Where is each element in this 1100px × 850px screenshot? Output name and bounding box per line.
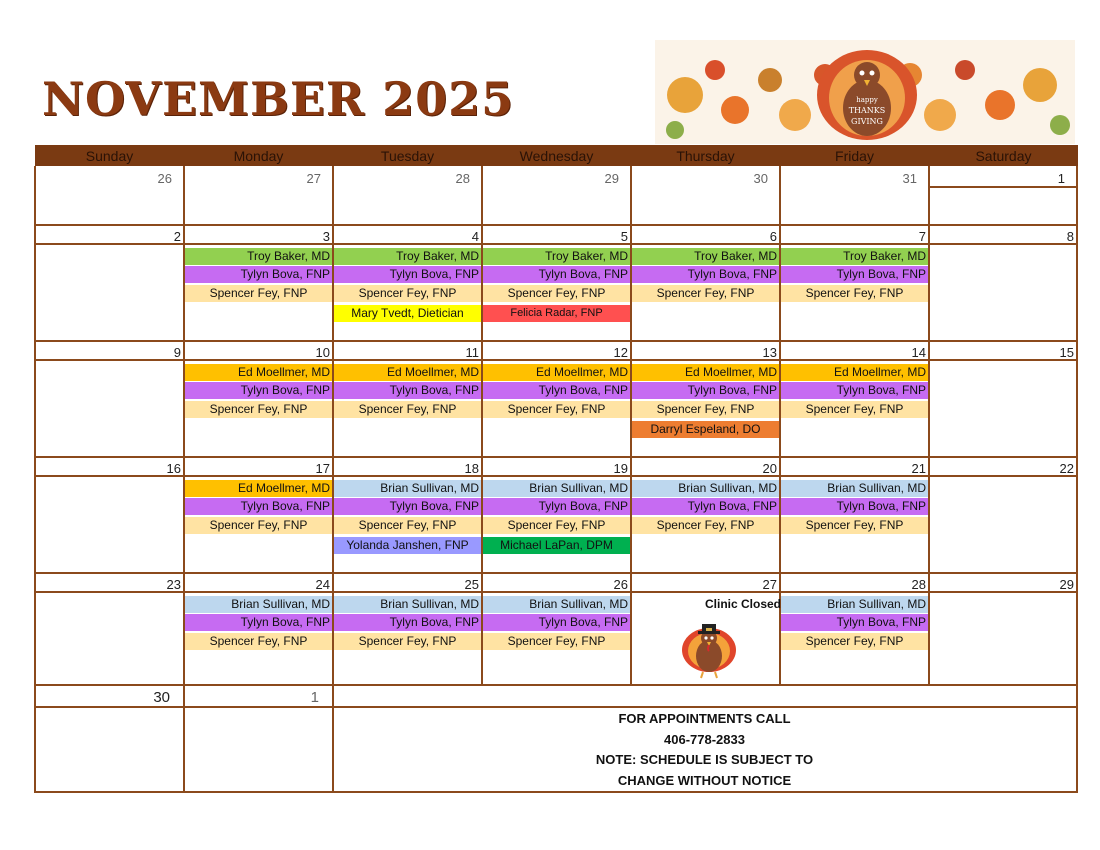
provider-tylyn-bova: Tylyn Bova, FNP	[632, 382, 779, 399]
day-number: 28	[911, 577, 926, 592]
provider-ed-moellmer: Ed Moellmer, MD	[781, 364, 928, 381]
provider-spencer-fey: Spencer Fey, FNP	[781, 517, 928, 534]
provider-brian-sullivan: Brian Sullivan, MD	[781, 596, 928, 613]
day-number: 25	[464, 577, 479, 592]
provider-mary-tvedt: Mary Tvedt, Dietician	[334, 305, 481, 322]
weekday-friday: Friday	[835, 148, 874, 164]
day-number: 26	[613, 577, 628, 592]
provider-troy-baker: Troy Baker, MD	[185, 248, 332, 265]
notice-line: NOTE: SCHEDULE IS SUBJECT TO	[595, 752, 814, 767]
provider-troy-baker: Troy Baker, MD	[334, 248, 481, 265]
svg-text:GIVING: GIVING	[851, 117, 883, 126]
provider-spencer-fey: Spencer Fey, FNP	[483, 517, 630, 534]
provider-troy-baker: Troy Baker, MD	[781, 248, 928, 265]
provider-spencer-fey: Spencer Fey, FNP	[185, 517, 332, 534]
day-number: 26	[157, 171, 172, 186]
weekday-sunday: Sunday	[85, 148, 134, 164]
page-title: NOVEMBER 2025	[42, 72, 515, 126]
day-number: 27	[306, 171, 321, 186]
provider-spencer-fey: Spencer Fey, FNP	[185, 633, 332, 650]
provider-spencer-fey: Spencer Fey, FNP	[781, 285, 928, 302]
day-number: 6	[769, 229, 777, 244]
provider-tylyn-bova: Tylyn Bova, FNP	[483, 382, 630, 399]
provider-tylyn-bova: Tylyn Bova, FNP	[334, 266, 481, 283]
day-number: 4	[471, 229, 479, 244]
weekday-header	[35, 145, 1078, 166]
provider-spencer-fey: Spencer Fey, FNP	[781, 401, 928, 418]
provider-tylyn-bova: Tylyn Bova, FNP	[781, 382, 928, 399]
provider-brian-sullivan: Brian Sullivan, MD	[334, 480, 481, 497]
provider-troy-baker: Troy Baker, MD	[632, 248, 779, 265]
weekday-tuesday: Tuesday	[380, 148, 435, 164]
day-number: 3	[322, 229, 330, 244]
provider-spencer-fey: Spencer Fey, FNP	[334, 517, 481, 534]
day-number: 12	[613, 345, 628, 360]
provider-tylyn-bova: Tylyn Bova, FNP	[781, 614, 928, 631]
provider-brian-sullivan: Brian Sullivan, MD	[483, 596, 630, 613]
provider-tylyn-bova: Tylyn Bova, FNP	[185, 382, 332, 399]
provider-tylyn-bova: Tylyn Bova, FNP	[185, 498, 332, 515]
provider-tylyn-bova: Tylyn Bova, FNP	[632, 498, 779, 515]
provider-spencer-fey: Spencer Fey, FNP	[334, 633, 481, 650]
day-number: 30	[753, 171, 768, 186]
day-number: 28	[455, 171, 470, 186]
provider-tylyn-bova: Tylyn Bova, FNP	[334, 614, 481, 631]
provider-spencer-fey: Spencer Fey, FNP	[632, 285, 779, 302]
grid-line	[928, 186, 1078, 188]
day-number: 17	[315, 461, 330, 476]
day-number: 21	[911, 461, 926, 476]
svg-text:THANKS: THANKS	[848, 106, 886, 115]
day-number: 7	[918, 229, 926, 244]
grid-line	[34, 706, 1078, 708]
provider-tylyn-bova: Tylyn Bova, FNP	[483, 614, 630, 631]
day-number: 14	[911, 345, 926, 360]
weekday-thursday: Thursday	[676, 148, 735, 164]
provider-yolanda-janshen: Yolanda Janshen, FNP	[334, 537, 481, 554]
grid-line	[34, 340, 1078, 342]
day-number: 16	[166, 461, 181, 476]
clinic-closed-label: Clinic Closed	[705, 597, 782, 611]
provider-michael-lapan: Michael LaPan, DPM	[483, 537, 630, 554]
provider-spencer-fey: Spencer Fey, FNP	[781, 633, 928, 650]
provider-felicia-radar: Felicia Radar, FNP	[483, 305, 630, 322]
grid-line	[34, 456, 1078, 458]
day-number: 18	[464, 461, 479, 476]
provider-brian-sullivan: Brian Sullivan, MD	[334, 596, 481, 613]
appointments-notice	[332, 709, 1077, 791]
provider-spencer-fey: Spencer Fey, FNP	[483, 633, 630, 650]
day-number: 10	[315, 345, 330, 360]
provider-spencer-fey: Spencer Fey, FNP	[185, 285, 332, 302]
provider-spencer-fey: Spencer Fey, FNP	[632, 517, 779, 534]
thanksgiving-banner	[655, 40, 1075, 144]
provider-tylyn-bova: Tylyn Bova, FNP	[483, 266, 630, 283]
day-number: 5	[620, 229, 628, 244]
provider-ed-moellmer: Ed Moellmer, MD	[632, 364, 779, 381]
day-number: 23	[166, 577, 181, 592]
provider-tylyn-bova: Tylyn Bova, FNP	[334, 382, 481, 399]
day-number: 1	[1057, 171, 1065, 186]
provider-spencer-fey: Spencer Fey, FNP	[185, 401, 332, 418]
provider-darryl-espeland: Darryl Espeland, DO	[632, 421, 779, 438]
day-number: 30	[153, 689, 170, 706]
provider-ed-moellmer: Ed Moellmer, MD	[334, 364, 481, 381]
day-number: 8	[1066, 229, 1074, 244]
provider-spencer-fey: Spencer Fey, FNP	[334, 401, 481, 418]
day-number: 22	[1059, 461, 1074, 476]
day-number: 11	[465, 345, 479, 360]
weekday-wednesday: Wednesday	[519, 148, 594, 164]
provider-ed-moellmer: Ed Moellmer, MD	[185, 364, 332, 381]
weekday-monday: Monday	[233, 148, 284, 164]
provider-tylyn-bova: Tylyn Bova, FNP	[483, 498, 630, 515]
provider-spencer-fey: Spencer Fey, FNP	[483, 285, 630, 302]
grid-line	[34, 791, 1078, 793]
provider-tylyn-bova: Tylyn Bova, FNP	[781, 498, 928, 515]
svg-text:happy: happy	[856, 96, 878, 104]
day-number: 31	[902, 171, 917, 186]
day-number: 2	[173, 229, 181, 244]
provider-troy-baker: Troy Baker, MD	[483, 248, 630, 265]
day-number: 29	[604, 171, 619, 186]
day-number: 29	[1059, 577, 1074, 592]
weekday-saturday: Saturday	[975, 148, 1032, 164]
day-number: 15	[1059, 345, 1074, 360]
day-number: 19	[613, 461, 628, 476]
grid-line	[1076, 166, 1078, 793]
provider-tylyn-bova: Tylyn Bova, FNP	[781, 266, 928, 283]
day-number: 13	[762, 345, 777, 360]
provider-brian-sullivan: Brian Sullivan, MD	[483, 480, 630, 497]
turkey-icon	[680, 618, 738, 680]
provider-tylyn-bova: Tylyn Bova, FNP	[185, 614, 332, 631]
provider-brian-sullivan: Brian Sullivan, MD	[781, 480, 928, 497]
day-number: 9	[173, 345, 181, 360]
provider-brian-sullivan: Brian Sullivan, MD	[185, 596, 332, 613]
provider-brian-sullivan: Brian Sullivan, MD	[632, 480, 779, 497]
notice-line: FOR APPOINTMENTS CALL	[618, 711, 791, 726]
phone-number: 406-778-2833	[664, 731, 745, 747]
provider-spencer-fey: Spencer Fey, FNP	[483, 401, 630, 418]
provider-tylyn-bova: Tylyn Bova, FNP	[334, 498, 481, 515]
day-number: 20	[762, 461, 777, 476]
provider-tylyn-bova: Tylyn Bova, FNP	[185, 266, 332, 283]
day-number: 27	[762, 577, 777, 592]
turkey-icon	[817, 50, 917, 140]
day-number: 1	[310, 689, 319, 706]
provider-tylyn-bova: Tylyn Bova, FNP	[632, 266, 779, 283]
grid-line	[34, 224, 1078, 226]
provider-spencer-fey: Spencer Fey, FNP	[334, 285, 481, 302]
provider-ed-moellmer: Ed Moellmer, MD	[185, 480, 332, 497]
day-number: 24	[315, 577, 330, 592]
grid-line	[34, 684, 1078, 686]
provider-ed-moellmer: Ed Moellmer, MD	[483, 364, 630, 381]
notice-line: CHANGE WITHOUT NOTICE	[617, 772, 792, 788]
provider-spencer-fey: Spencer Fey, FNP	[632, 401, 779, 418]
grid-line	[34, 572, 1078, 574]
